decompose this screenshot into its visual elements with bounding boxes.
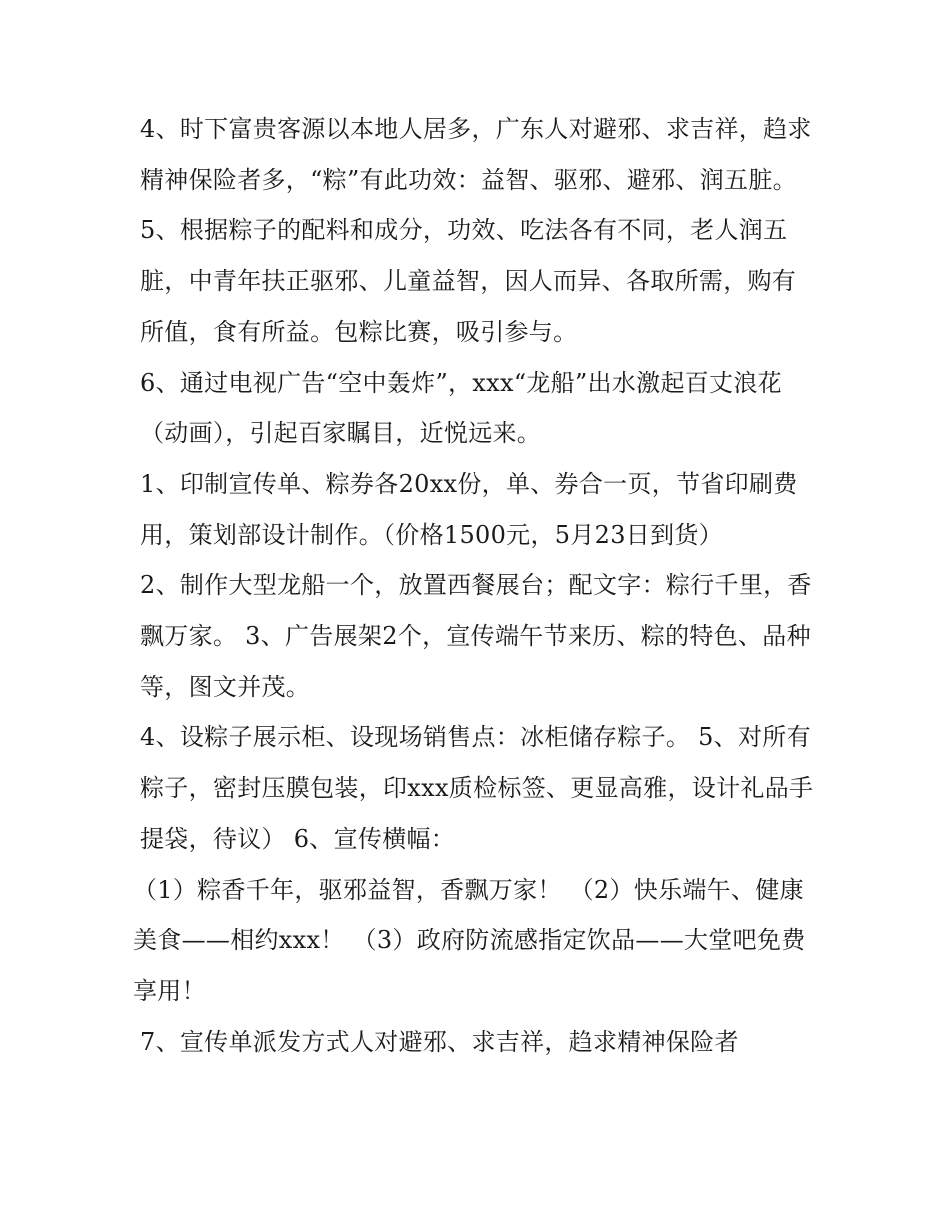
- paragraph-8: 7、宣传单派发方式人对避邪、求吉祥，趋求精神保险者: [140, 1027, 739, 1056]
- paragraph-2: 5、根据粽子的配料和成分，功效、吃法各有不同，老人润五脏，中青年扶正驱邪、儿童益智，因人而异、各取所需，购有所值，食有所益。包粽比赛，吸引参与。: [140, 216, 797, 346]
- document-body: [133, 104, 820, 1067]
- paragraph-3: 6、通过电视广告“空中轰炸”，xxx“龙船”出水激起百丈浪花（动画），引起百家瞩目，近悦远来。: [140, 368, 782, 448]
- paragraph-5: 2、制作大型龙船一个，放置西餐展台；配文字：粽行千里，香飘万家。 3、广告展架2个，宣传端午节来历、粽的特色、品种等，图文并茂。: [140, 571, 812, 701]
- paragraph-6: 4、设粽子展示柜、设现场销售点：冰柜储存粽子。 5、对所有粽子，密封压膜包装，印xxx质检标签、更显高雅，设计礼品手提袋，待议） 6、宣传横幅：: [140, 723, 814, 853]
- paragraph-7: （1）粽香千年，驱邪益智，香飘万家！ （2）快乐端午、健康美食——相约xxx！ （3）政府防流感指定饮品——大堂吧免费享用！: [133, 875, 806, 1005]
- paragraph-4: 1、印制宣传单、粽券各20xx份，单、券合一页，节省印刷费用，策划部设计制作。（价格1500元，5月23日到货）: [140, 469, 798, 549]
- paragraph-1: 4、时下富贵客源以本地人居多，广东人对避邪、求吉祥，趋求精神保险者多，“粽”有此功效：益智、驱邪、避邪、润五脏。: [140, 115, 812, 194]
